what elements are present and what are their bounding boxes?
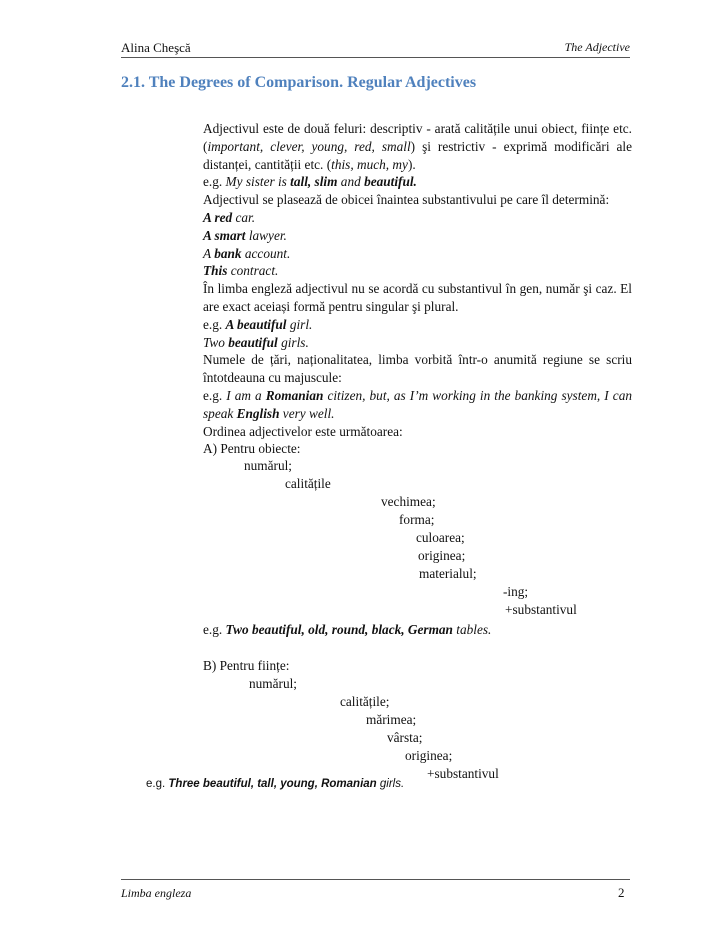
beings-order-item: mărimea; bbox=[366, 712, 417, 727]
example-this-contract: This contract. bbox=[203, 263, 279, 279]
beings-order-item: +substantivul bbox=[427, 766, 499, 781]
paragraph-placement: Adjectivul se plasează de obicei înaintea substantivului pe care îl determină: bbox=[203, 192, 610, 208]
paragraph-capitals: Numele de țări, naționalitatea, limba vorbită într-o anumită regiune se scriu întotdeauna cu majuscule: bbox=[203, 352, 632, 386]
beings-heading: B) Pentru ființe: bbox=[203, 658, 290, 673]
objects-order-item: originea; bbox=[418, 548, 466, 563]
objects-order-item: materialul; bbox=[419, 566, 477, 581]
example-beautiful-girls: Two beautiful girls. bbox=[203, 334, 309, 350]
objects-order-item: numărul; bbox=[244, 458, 293, 473]
beings-order-item: numărul; bbox=[249, 676, 298, 691]
objects-order-item: forma; bbox=[399, 512, 435, 527]
beings-order-item: calitățile; bbox=[340, 694, 390, 709]
header-author: Alina Cheşcă bbox=[121, 40, 191, 55]
beings-order-item: vârsta; bbox=[387, 730, 423, 745]
footer-label: Limba engleza bbox=[121, 886, 192, 900]
example-german-tables: e.g. Two beautiful, old, round, black, German tables. bbox=[203, 622, 492, 637]
section-body bbox=[203, 120, 632, 458]
objects-order-item: -ing; bbox=[503, 584, 529, 599]
objects-order-item: vechimea; bbox=[381, 494, 436, 509]
objects-order-item: +substantivul bbox=[505, 602, 577, 617]
objects-heading: A) Pentru obiecte: bbox=[203, 441, 301, 457]
section-title: 2.1. The Degrees of Comparison. Regular Adjectives bbox=[121, 74, 477, 91]
example-romanian-girls: e.g. Three beautiful, tall, young, Romanian girls. bbox=[146, 778, 405, 790]
paragraph-definition: Adjectivul este de două feluri: descriptiv - arată calitățile unui obiect, ființe etc.(important, clever, young, red, small) şi restrictiv - exprimă modificări ale distanței, cantității etc. (this, much, my). bbox=[203, 121, 632, 172]
example-sister: e.g. My sister is tall, slim and beautiful. bbox=[203, 174, 417, 190]
objects-order-item: calitățile bbox=[285, 476, 331, 491]
header-divider bbox=[121, 57, 630, 58]
header-chapter: The Adjective bbox=[564, 40, 630, 54]
page-number: 2 bbox=[618, 885, 625, 900]
objects-order-item: culoarea; bbox=[416, 530, 465, 545]
example-smart-lawyer: A smart lawyer. bbox=[203, 227, 287, 243]
example-bank-account: A bank account. bbox=[203, 245, 291, 261]
paragraph-agreement: În limba engleză adjectivul nu se acordă cu substantivul în gen, număr şi caz. El are exact aceiași formă pentru singular şi plural. bbox=[203, 281, 632, 314]
example-romanian-citizen: e.g. I am a Romanian citizen, but, as I’m working in the banking system, I can speak English very well. bbox=[203, 387, 632, 421]
beings-order-item: originea; bbox=[405, 748, 453, 763]
example-red-car: A red car. bbox=[203, 209, 256, 225]
example-beautiful-girl: e.g. A beautiful girl. bbox=[203, 316, 313, 332]
footer-divider bbox=[121, 879, 630, 880]
paragraph-order: Ordinea adjectivelor este următoarea: bbox=[203, 423, 403, 439]
